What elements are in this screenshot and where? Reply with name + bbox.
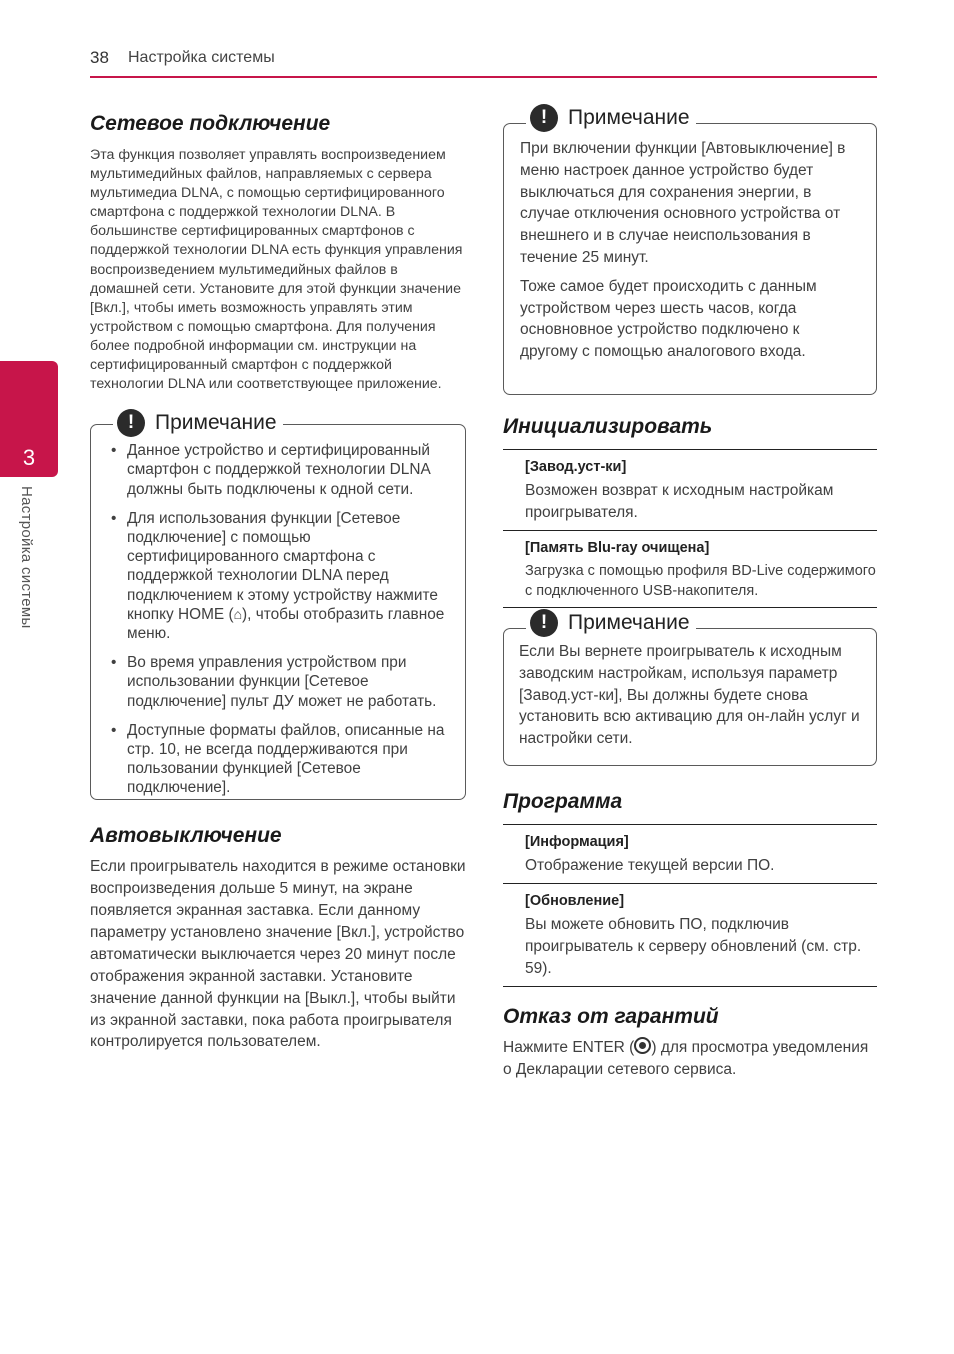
network-note: [90, 411, 466, 800]
note-title: Примечание: [568, 106, 690, 129]
disclaimer-heading: Отказ от гарантий: [503, 1005, 719, 1028]
setting-desc: Возможен возврат к исходным настройкам проигрывателя.: [525, 482, 834, 521]
note-rule: [696, 123, 876, 124]
note-rule: [283, 424, 465, 425]
note-header: [526, 104, 696, 132]
note-bullet-text-end: ), чтобы отобразить главное меню.: [127, 605, 445, 643]
header-section-title: Настройка системы: [128, 49, 275, 66]
note-bullet: • Во время управления устройством при использовании функции [Сетевое подключение] пульт ДУ может не работать.: [105, 653, 451, 711]
network-heading: Сетевое подключение: [90, 112, 331, 135]
note-body: [504, 629, 876, 750]
disclaimer-text: Нажмите ENTER (: [503, 1039, 635, 1056]
network-body: Эта функция позволяет управлять воспроизведением мультимедийных файлов, направляемых с сервера мультимедиа DLNA, с помощью сертифицированного смартфона с поддержкой технологии DLNA. В большинстве сертифицированных смартфонов с поддержкой технологии DLNA есть функция управления воспроизведением мультимедийных файлов в домашней сети. Установите для этой функции значение [Вкл.], чтобы иметь возможность управлять этим устройством с помощью смартфона. Для получения более подробной информации см. инструкции на сертифицированный смартфон с поддержкой технологии DLNA или соответствующее приложение.: [90, 147, 463, 393]
note-bullet-text: Для использования функции [Сетевое подключение] с помощью сертифицированного смартфона с поддержкой технологии DLNA перед подключением к этому устройству нажмите кнопку HOME (: [127, 509, 438, 623]
program-heading: Программа: [503, 790, 623, 813]
note-header: [113, 409, 283, 437]
note-bullet: • Данное устройство и сертифицированный смартфон с поддержкой технологии DLNA должны быть подключены к одной сети.: [105, 441, 451, 499]
setting-desc: Загрузка с помощью профиля BD-Live содержимого с подключенного USB-накопителя.: [525, 563, 876, 599]
chapter-number: 3: [22, 445, 36, 470]
setting-desc: Отображение текущей версии ПО.: [525, 857, 775, 874]
table-row: [503, 883, 877, 986]
setting-key: [Обновление]: [525, 893, 625, 909]
home-icon: ⌂: [233, 605, 243, 622]
note-body: [91, 425, 465, 797]
init-note: [503, 611, 877, 766]
left-column: [90, 112, 466, 1053]
note-title: Примечание: [155, 411, 277, 435]
note-paragraph: При включении функции [Автовыключение] в меню настроек данное устройство будет выключаться для сохранения энергии, в случае отключения основного устройства от внешнего и в случае неиспользования в течение 25 минут.: [520, 140, 846, 266]
autooff-note: [503, 106, 877, 395]
disclaimer-body: [503, 1037, 877, 1081]
enter-button-icon: [634, 1037, 651, 1054]
note-bullet-list: [105, 441, 451, 797]
table-row: [503, 825, 877, 883]
table-row: [503, 450, 877, 530]
chapter-label: Настройка системы: [18, 486, 35, 629]
right-column: [503, 104, 877, 1081]
note-paragraph: Тоже самое будет происходить с данным устройством через шесть часов, когда основновное устройство подключено к другому с помощью аналогового входа.: [520, 277, 817, 361]
init-heading: Инициализировать: [503, 415, 713, 438]
note-header: [526, 609, 696, 637]
note-bullet: [105, 509, 451, 643]
autooff-heading: Автовыключение: [90, 824, 282, 848]
note-body: [504, 124, 876, 363]
exclamation-icon: !: [530, 104, 558, 132]
note-bullet: • Доступные форматы файлов, описанные на стр. 10, не всегда поддерживаются при пользовании функцией [Сетевое подключение].: [105, 721, 451, 798]
setting-key: [Память Blu-ray очищена]: [525, 540, 710, 556]
note-paragraph: Если Вы вернете проигрыватель к исходным заводским настройкам, используя параметр [Завод.уст-ки], Вы должны будете снова установить всю активацию для он-лайн услуг и настройки сети.: [519, 643, 860, 748]
chapter-tab: [0, 361, 58, 477]
exclamation-icon: !: [530, 609, 558, 637]
autooff-body: Если проигрыватель находится в режиме остановки воспроизведения дольше 5 минут, на экране появляется экранная заставка. Если данному параметру установлено значение [Вкл.], устройство автоматически выключается через 20 минут после отображения экранной заставки. Установите значение данной функции на [Выкл.], чтобы выйти из экранной заставки, пока работа проигрывателя контролируется пользователем.: [90, 858, 466, 1051]
init-table: [503, 449, 877, 608]
table-row: [503, 530, 877, 607]
program-table: [503, 824, 877, 987]
page-number: 38: [90, 48, 109, 67]
page-header: [90, 48, 877, 78]
note-title: Примечание: [568, 611, 690, 634]
note-rule: [696, 628, 876, 629]
exclamation-icon: !: [117, 409, 145, 437]
disclaimer-text-end: ) для просмотра уведомления о Декларации сетевого сервиса.: [503, 1039, 869, 1078]
setting-desc: Вы можете обновить ПО, подключив проигрыватель к серверу обновлений (см. стр. 59).: [525, 916, 862, 977]
setting-key: [Информация]: [525, 834, 629, 850]
setting-key: [Завод.уст-ки]: [525, 459, 627, 475]
